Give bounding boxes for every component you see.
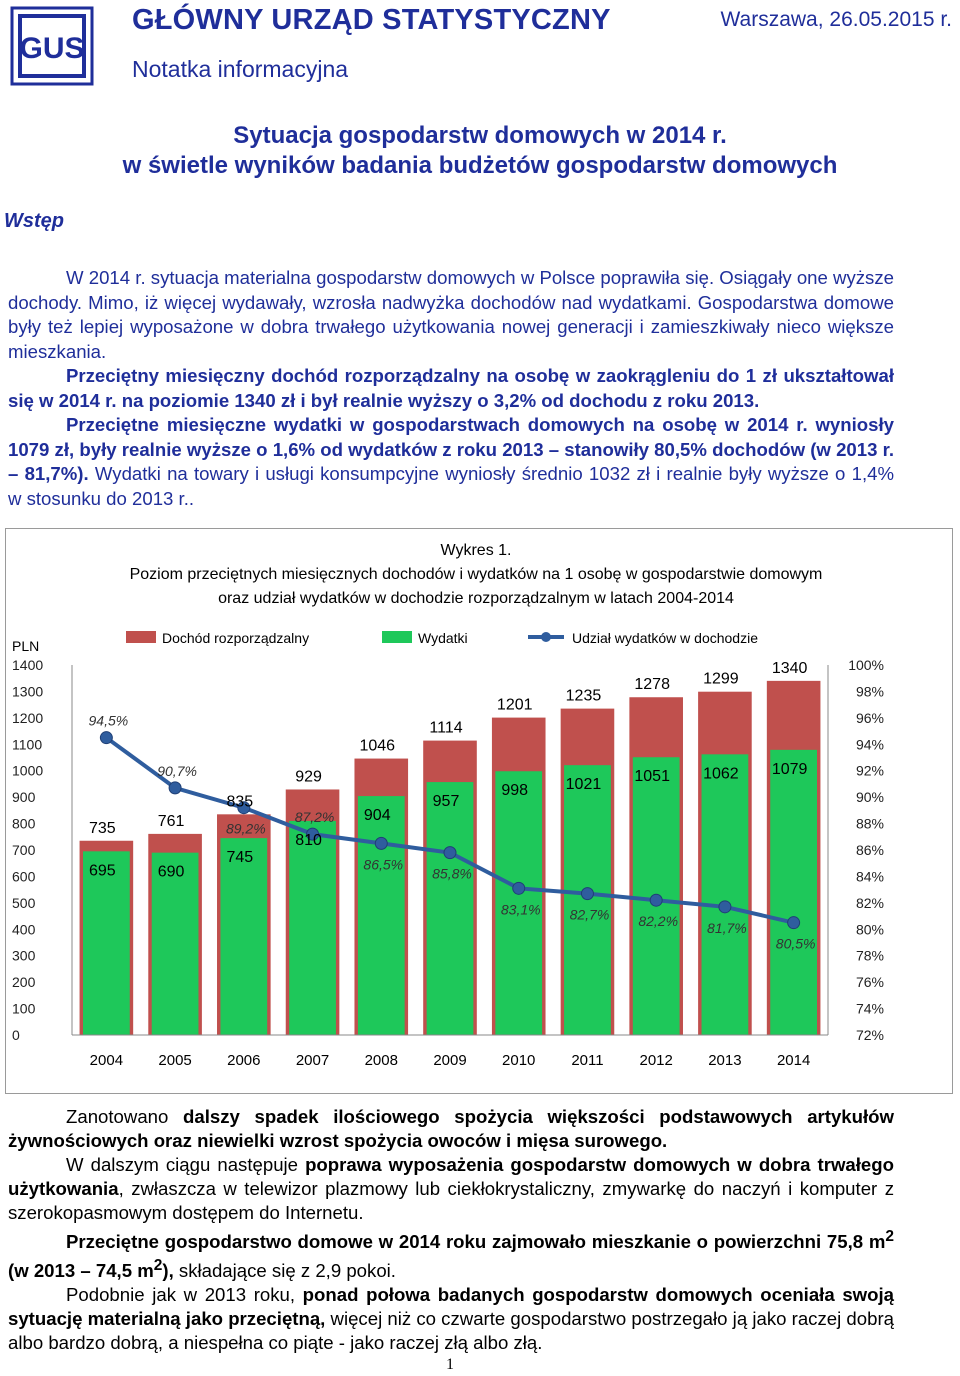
org-name: GŁÓWNY URZĄD STATYSTYCZNY bbox=[132, 4, 611, 36]
chart-svg bbox=[6, 529, 952, 1093]
body-p2-a: W dalszym ciągu następuje bbox=[66, 1154, 306, 1175]
x-tick-label: 2011 bbox=[571, 1052, 604, 1069]
x-tick-label: 2010 bbox=[502, 1052, 536, 1069]
y2-tick-label: 82% bbox=[855, 894, 884, 911]
expenditure-value-label: 998 bbox=[501, 782, 529, 800]
y2-tick-label: 78% bbox=[855, 947, 884, 964]
income-value-label: 929 bbox=[295, 768, 322, 786]
expenditure-value-label: 1051 bbox=[634, 768, 670, 786]
document-date: Warszawa, 26.05.2015 r. bbox=[720, 8, 952, 31]
x-tick-label: 2013 bbox=[708, 1052, 742, 1069]
body-p1-b: dalszy spadek ilościowego spożycia większości podstawowych artykułów żywnościowych oraz niewielki wzrost spożycia owoców i mięsa surowego. bbox=[8, 1106, 894, 1151]
expenditure-value-label: 810 bbox=[295, 831, 322, 849]
share-point bbox=[581, 888, 593, 900]
x-tick-label: 2004 bbox=[89, 1052, 124, 1069]
share-point bbox=[650, 894, 662, 906]
share-value-label: 89,2% bbox=[225, 820, 266, 837]
expenditure-value-label: 1062 bbox=[703, 765, 739, 783]
y2-tick-label: 94% bbox=[855, 736, 884, 753]
expenditure-bar bbox=[427, 782, 474, 1035]
body-p3-d: składające się z 2,9 pokoi. bbox=[173, 1260, 396, 1282]
income-value-label: 1201 bbox=[496, 696, 533, 714]
expenditure-value-label: 690 bbox=[157, 863, 185, 881]
logo-text: GUS bbox=[19, 32, 85, 65]
income-value-label: 761 bbox=[157, 812, 185, 830]
share-value-label: 86,5% bbox=[363, 856, 404, 873]
body-paragraph-3 bbox=[8, 1225, 894, 1283]
intro-paragraph-3 bbox=[8, 413, 894, 511]
share-value-label: 80,5% bbox=[775, 935, 816, 952]
y-tick-label: 400 bbox=[12, 921, 36, 938]
expenditure-bar bbox=[289, 821, 336, 1035]
y-tick-label: 1200 bbox=[12, 709, 44, 726]
body-p2-c: , zwłaszcza w telewizor plazmowy lub ciekłokrystaliczny, zmywarkę do naczyń i komputer z szerokopasmowym dostępem do Internetu. bbox=[8, 1178, 894, 1223]
share-value-label: 85,8% bbox=[432, 865, 472, 882]
body-paragraph-4 bbox=[8, 1283, 894, 1355]
expenditure-value-label: 904 bbox=[363, 807, 391, 825]
body-p3-sup2: 2 bbox=[153, 1257, 163, 1275]
y2-tick-label: 86% bbox=[855, 842, 884, 858]
chart-title-line2: oraz udział wydatków w dochodzie rozporządzalnym w latach 2004-2014 bbox=[218, 590, 734, 607]
income-value-label: 735 bbox=[89, 819, 116, 837]
x-tick-label: 2014 bbox=[776, 1052, 811, 1069]
y-tick-label: 800 bbox=[12, 815, 36, 832]
income-value-label: 1278 bbox=[634, 676, 670, 694]
y2-tick-label: 100% bbox=[848, 657, 884, 673]
intro-p3-bold: Przeciętne miesięczne wydatki w gospodarstwach domowych na osobę w 2014 r. wyniosły 1079 zł, były realnie wyższe o 1,6% od wydatków z roku 2013 – stanowiły 80,5% dochodów (w 2013 r. – 81,7%). bbox=[8, 414, 894, 484]
expenditure-value-label: 745 bbox=[226, 849, 254, 867]
y-tick-label: 900 bbox=[12, 789, 36, 806]
body-p3-b: (w 2013 – 74,5 m bbox=[8, 1260, 154, 1282]
y-tick-label: 1300 bbox=[12, 683, 44, 700]
intro-text bbox=[8, 266, 894, 511]
income-value-label: 1340 bbox=[771, 659, 808, 677]
chart-title-line1: Poziom przeciętnych miesięcznych dochodów i wydatków na 1 osobę w gospodarstwie domowym bbox=[129, 566, 823, 583]
y2-tick-label: 96% bbox=[855, 709, 884, 726]
body-p4-a: Podobnie jak w 2013 roku, bbox=[66, 1284, 303, 1306]
y2-tick-label: 90% bbox=[855, 789, 884, 806]
x-tick-label: 2008 bbox=[364, 1052, 398, 1069]
x-tick-label: 2006 bbox=[227, 1052, 261, 1069]
legend-income-swatch bbox=[126, 631, 156, 643]
share-value-label: 87,2% bbox=[294, 809, 335, 826]
share-point bbox=[100, 732, 112, 744]
legend-expenditure-swatch bbox=[382, 631, 412, 643]
share-point bbox=[444, 847, 456, 859]
document-title-line2: w świetle wyników badania budżetów gospodarstw domowych bbox=[122, 152, 838, 179]
y2-tick-label: 84% bbox=[855, 868, 884, 885]
y-tick-label: 1400 bbox=[12, 657, 44, 673]
expenditure-bar bbox=[220, 838, 267, 1035]
expenditure-value-label: 957 bbox=[432, 793, 460, 811]
chart-label: Wykres 1. bbox=[440, 542, 512, 559]
y2-tick-label: 72% bbox=[855, 1027, 884, 1043]
body-paragraph-1 bbox=[8, 1105, 894, 1153]
x-tick-label: 2009 bbox=[433, 1052, 467, 1069]
y2-tick-label: 98% bbox=[855, 683, 884, 700]
body-text bbox=[8, 1105, 894, 1355]
body-p1-a: Zanotowano bbox=[66, 1106, 183, 1127]
document-type: Notatka informacyjna bbox=[132, 56, 349, 82]
legend-expenditure-label: Wydatki bbox=[418, 630, 468, 646]
body-p4-b: ponad połowa badanych gospodarstw domowych oceniała swoją sytuację materialną jako przeciętną, bbox=[8, 1284, 894, 1330]
x-tick-label: 2005 bbox=[158, 1052, 192, 1069]
income-value-label: 1235 bbox=[565, 687, 602, 705]
intro-paragraph-1: W 2014 r. sytuacja materialna gospodarstw domowych w Polsce poprawiła się. Osiągały one wyższe dochody. Mimo, iż więcej wydawały, wzrosła nadwyżka dochodów nad wydatkami. Gospodarstwa domowe były też lepiej wyposażone w dobra trwałego użytkowania nowej generacji i zamieszkiwały nieco większe mieszkania. bbox=[8, 267, 894, 362]
x-tick-label: 2007 bbox=[295, 1052, 330, 1069]
share-value-label: 94,5% bbox=[88, 712, 129, 729]
income-value-label: 1046 bbox=[359, 737, 396, 755]
share-value-label: 90,7% bbox=[157, 762, 197, 779]
share-value-label: 81,7% bbox=[707, 919, 747, 936]
income-value-label: 1299 bbox=[703, 670, 739, 688]
page-number: 1 bbox=[446, 1356, 454, 1373]
body-p3-a: Przeciętne gospodarstwo domowe w 2014 roku zajmowało mieszkanie o powierzchni 75,8 m bbox=[66, 1231, 886, 1253]
y2-tick-label: 92% bbox=[855, 762, 884, 779]
body-paragraph-2 bbox=[8, 1153, 894, 1225]
income-value-label: 835 bbox=[226, 793, 254, 811]
intro-p3-rest: Wydatki na towary i usługi konsumpcyjne wyniosły średnio 1032 zł i realnie były wyższe o 1,4% w stosunku do 2013 r.. bbox=[8, 463, 894, 509]
y-tick-label: 0 bbox=[12, 1027, 20, 1043]
y2-tick-label: 80% bbox=[855, 921, 884, 938]
gus-logo bbox=[10, 6, 94, 86]
y-tick-label: 1000 bbox=[12, 762, 44, 779]
x-tick-label: 2012 bbox=[639, 1052, 673, 1069]
document-title-line1: Sytuacja gospodarstw domowych w 2014 r. bbox=[233, 122, 727, 149]
share-point bbox=[375, 837, 387, 849]
y-axis-unit: PLN bbox=[12, 638, 40, 654]
y-tick-label: 700 bbox=[12, 842, 36, 858]
share-point bbox=[788, 917, 800, 929]
body-p4-c: więcej niż co czwarte gospodarstwo postrzegało ją jako raczej dobrą albo bardzo dobrą, a niespełna co piąte - jako raczej złą albo złą. bbox=[8, 1308, 894, 1354]
y2-tick-label: 76% bbox=[855, 974, 884, 991]
legend-share-label: Udział wydatków w dochodzie bbox=[572, 630, 758, 646]
share-value-label: 82,7% bbox=[569, 906, 610, 923]
share-value-label: 82,2% bbox=[638, 913, 679, 930]
y-tick-label: 100 bbox=[12, 1000, 36, 1017]
y-tick-label: 500 bbox=[12, 894, 36, 911]
share-point bbox=[169, 782, 181, 794]
y2-tick-label: 88% bbox=[855, 815, 884, 832]
y2-tick-label: 74% bbox=[855, 1000, 884, 1017]
section-heading: Wstęp bbox=[4, 210, 64, 232]
y-tick-label: 300 bbox=[12, 947, 36, 964]
expenditure-value-label: 1079 bbox=[771, 760, 808, 778]
share-point bbox=[513, 882, 525, 894]
body-p2-b: poprawa wyposażenia gospodarstw domowych w dobra trwałego użytkowania bbox=[8, 1154, 894, 1199]
share-point bbox=[719, 901, 731, 913]
intro-paragraph-2: Przeciętny miesięczny dochód rozporządzalny na osobę w zaokrągleniu do 1 zł ukształtował się w 2014 r. na poziomie 1340 zł i był realnie wyższy o 3,2% od dochodu z roku 2013. bbox=[8, 365, 894, 411]
expenditure-value-label: 1021 bbox=[565, 776, 602, 794]
legend-income-label: Dochód rozporządzalny bbox=[162, 630, 310, 646]
y-tick-label: 600 bbox=[12, 868, 36, 885]
body-p3-sup1: 2 bbox=[885, 1228, 894, 1245]
chart-legend bbox=[126, 630, 758, 646]
share-value-label: 83,1% bbox=[500, 901, 541, 918]
expenditure-bar bbox=[702, 754, 749, 1035]
chart-frame bbox=[5, 528, 953, 1094]
y-tick-label: 1100 bbox=[12, 736, 43, 753]
expenditure-bar bbox=[770, 750, 817, 1035]
expenditure-value-label: 695 bbox=[89, 862, 116, 880]
expenditure-bar bbox=[358, 796, 405, 1035]
body-p3-c: ), bbox=[162, 1260, 174, 1282]
legend-share-marker bbox=[541, 632, 551, 642]
income-value-label: 1114 bbox=[429, 719, 463, 737]
y-tick-label: 200 bbox=[12, 974, 36, 991]
